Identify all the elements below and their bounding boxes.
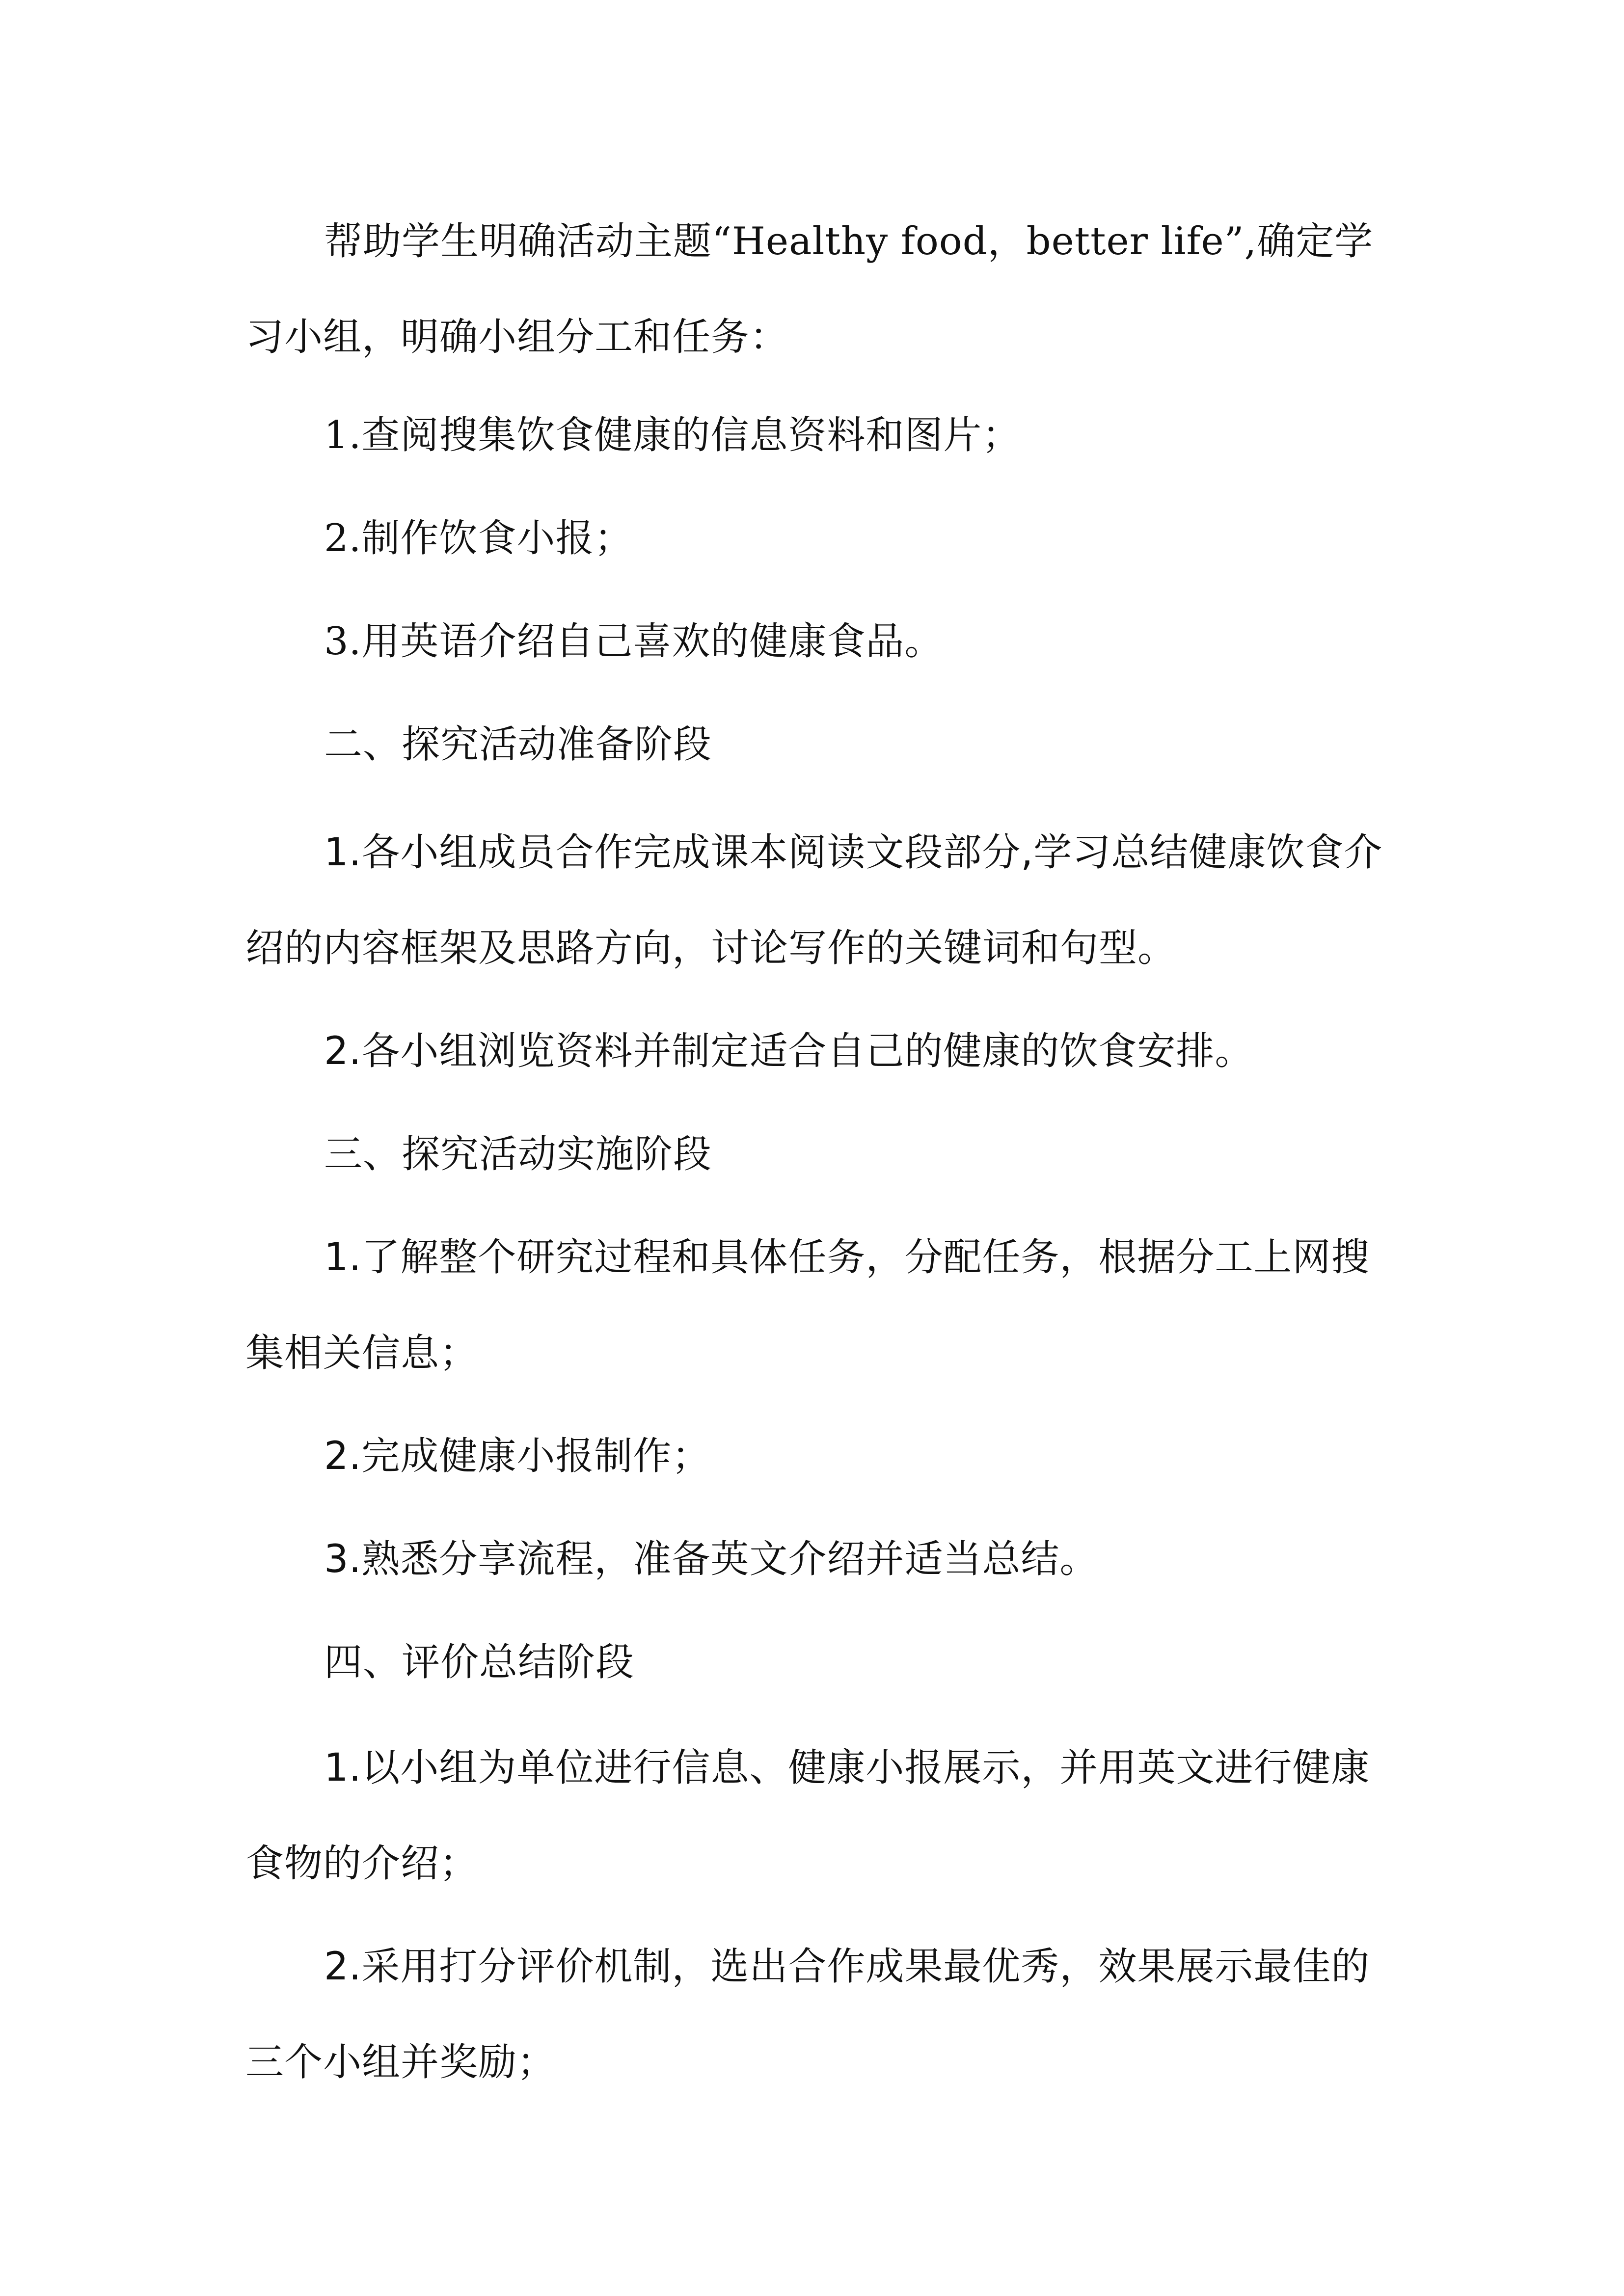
paragraph-prep-1: 1.各小组成员合作完成课本阅读文段部分,学习总结健康饮食介绍的内容框架及思路方向，讨论写作的关键词和句型。 xyxy=(245,830,1383,970)
paragraph-impl-3: 3.熟悉分享流程，准备英文介绍并适当总结。 xyxy=(324,1537,1099,1581)
section-heading-implementation: 三、探究活动实施阶段 xyxy=(324,1132,712,1176)
section-heading-evaluation: 四、评价总结阶段 xyxy=(324,1640,635,1684)
paragraph-impl-2: 2.完成健康小报制作； xyxy=(324,1434,711,1478)
paragraph-task-3: 3.用英语介绍自己喜欢的健康食品。 xyxy=(324,619,944,664)
paragraph-task-1: 1.查阅搜集饮食健康的信息资料和图片； xyxy=(324,413,1021,457)
paragraph-prep-2: 2.各小组浏览资料并制定适合自己的健康的饮食安排。 xyxy=(324,1029,1254,1073)
section-heading-preparation: 二、探究活动准备阶段 xyxy=(324,722,712,767)
paragraph-intro: 帮助学生明确活动主题“Healthy food，better life”,确定学习小组，明确小组分工和任务： xyxy=(245,219,1374,359)
paragraph-task-2: 2.制作饮食小报； xyxy=(324,516,633,561)
paragraph-eval-1: 1.以小组为单位进行信息、健康小报展示，并用英文进行健康食物的介绍； xyxy=(245,1746,1370,1886)
paragraph-eval-2: 2.采用打分评价机制，选出合作成果最优秀，效果展示最佳的三个小组并奖励； xyxy=(245,1945,1370,2084)
paragraph-impl-1: 1.了解整个研究过程和具体任务，分配任务，根据分工上网搜集相关信息； xyxy=(245,1235,1370,1375)
